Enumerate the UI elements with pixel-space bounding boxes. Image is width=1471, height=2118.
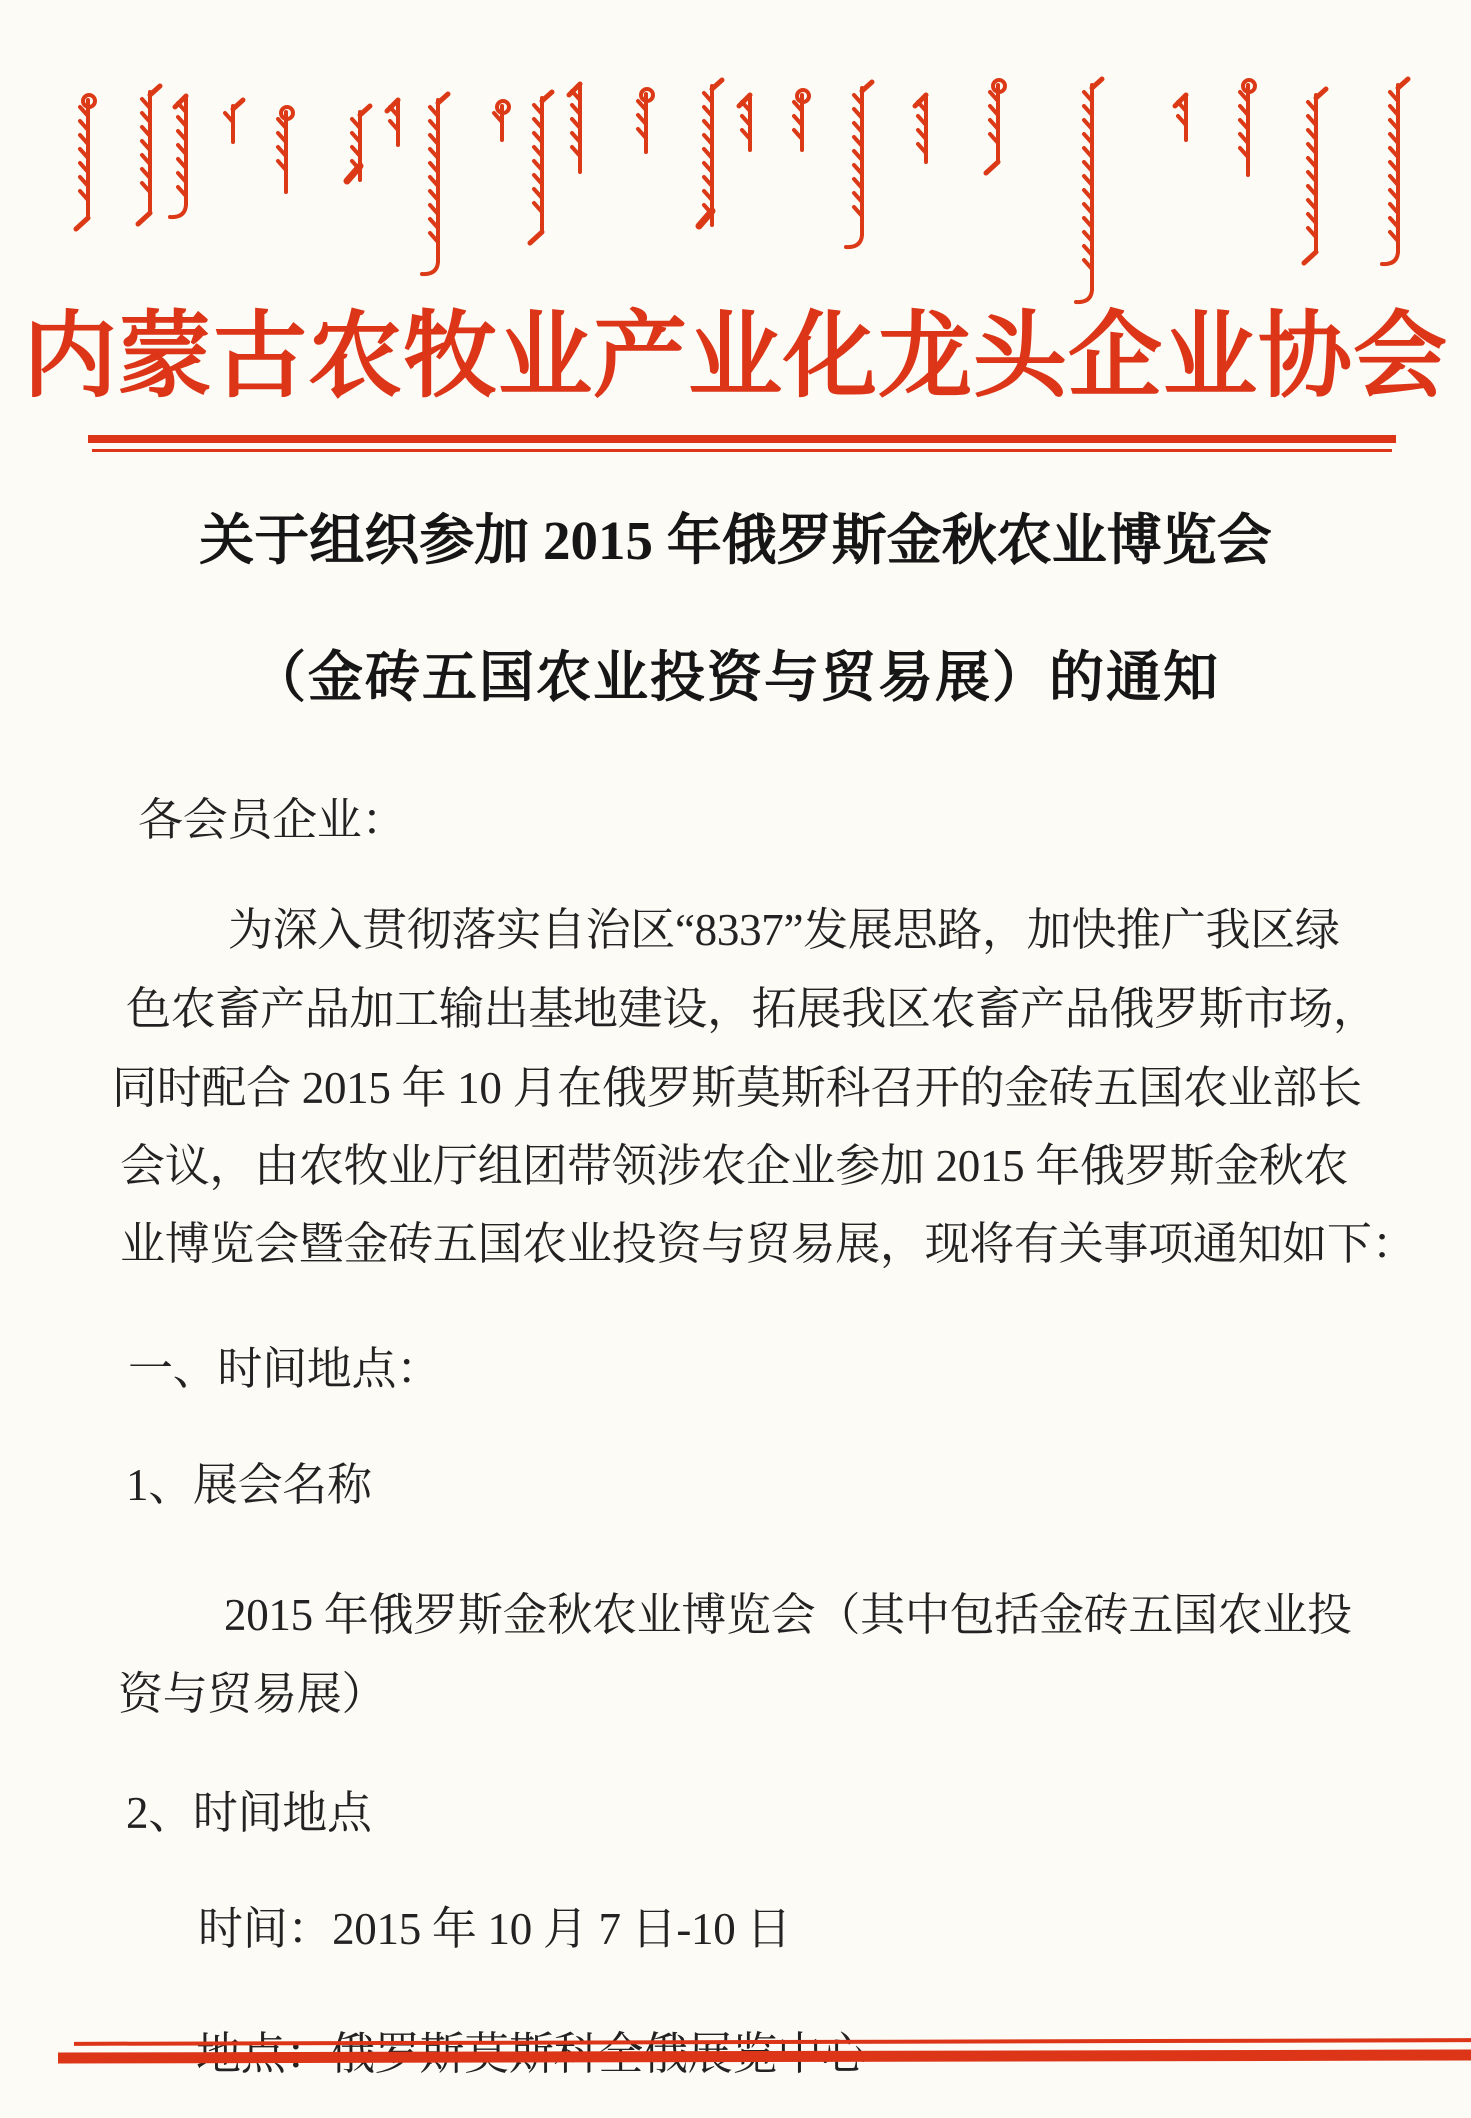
- body-line: 为深入贯彻落实自治区“8337”发展思路，加快推广我区绿: [228, 905, 1340, 955]
- header-rule-thick: [88, 435, 1396, 443]
- body-line: 2、时间地点: [126, 1788, 372, 1838]
- body-line: 时间：2015 年 10 月 7 日-10 日: [198, 1904, 792, 1954]
- salutation: 各会员企业：: [138, 795, 407, 845]
- header-rule-thin: [92, 449, 1392, 452]
- body-line: 资与贸易展）: [118, 1669, 387, 1719]
- body-line: [196, 2017, 867, 2082]
- body-line: 业博览会暨金砖五国农业投资与贸易展，现将有关事项通知如下：: [120, 1219, 1417, 1269]
- notice-title-line2: （金砖五国农业投资与贸易展）的通知: [250, 647, 1220, 708]
- notice-title-line1: 关于组织参加 2015 年俄罗斯金秋农业博览会: [199, 510, 1272, 571]
- body-line: 色农畜产品加工输出基地建设，拓展我区农畜产品俄罗斯市场，: [126, 984, 1378, 1034]
- body-line: 2015 年俄罗斯金秋农业博览会（其中包括金砖五国农业投: [224, 1590, 1352, 1640]
- mongolian-script-banner: [0, 0, 1471, 320]
- body-line: 同时配合 2015 年 10 月在俄罗斯莫斯科召开的金砖五国农业部长: [112, 1063, 1362, 1113]
- footer-rule-thick: [58, 2050, 1471, 2064]
- body-line: 会议，由农牧业厅组团带领涉农企业参加 2015 年俄罗斯金秋农: [120, 1141, 1349, 1191]
- body-line: 1、展会名称: [126, 1460, 372, 1510]
- org-name: 内蒙古农牧业产业化龙头企业协会: [22, 305, 1448, 409]
- body-line: 一、时间地点：: [128, 1344, 441, 1394]
